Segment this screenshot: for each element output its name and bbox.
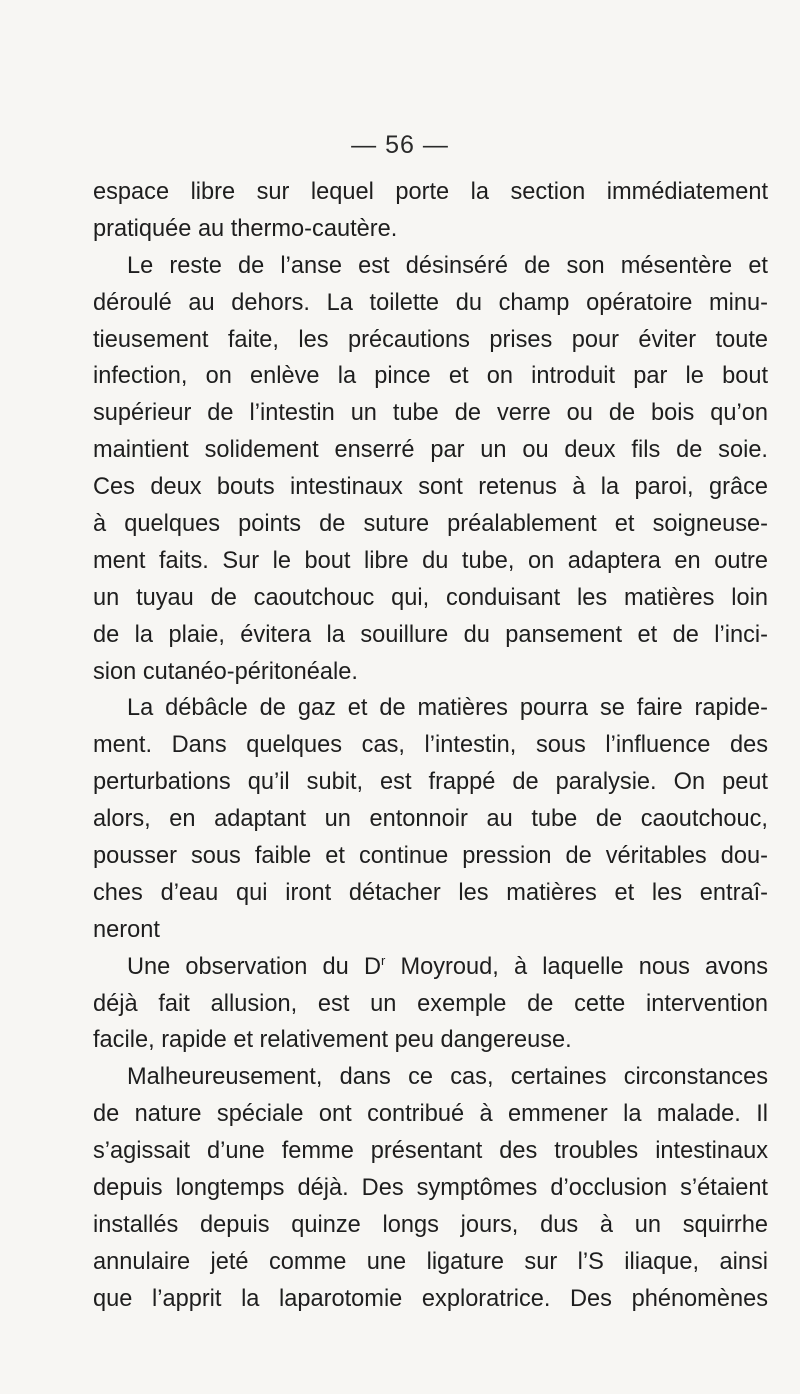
text-line: ment faits. Sur le bout libre du tube, on adaptera en outre [93, 547, 768, 574]
superscript: r [380, 952, 386, 968]
text-fragment: Moyroud, à laquelle nous avons [385, 953, 768, 980]
text-line: Malheureusement, dans ce cas, certaines circonstances [127, 1064, 768, 1091]
text-line: que l’apprit la laparotomie exploratrice. Des phénomènes [93, 1285, 768, 1312]
text-line: maintient solidement enserré par un ou deux fils de soie. [93, 437, 768, 464]
text-line: neront [93, 916, 160, 943]
text-line: ches d’eau qui iront détacher les matières et les entraî- [93, 879, 768, 906]
text-line: infection, on enlève la pince et on introduit par le bout [93, 363, 768, 390]
text-line: à quelques points de suture préalablement et soigneuse- [93, 511, 768, 538]
text-line: de la plaie, évitera la souillure du pansement et de l’inci- [93, 621, 768, 648]
text-line: depuis longtemps déjà. Des symptômes d’occlusion s’étaient [93, 1175, 768, 1202]
text-line: La débâcle de gaz et de matières pourra se faire rapide- [127, 695, 768, 722]
text-line: sion cutanéo-péritonéale. [93, 658, 358, 685]
text-line: Le reste de l’anse est désinséré de son mésentère et [127, 252, 768, 279]
text-line: perturbations qu’il subit, est frappé de paralysie. On peut [93, 769, 768, 796]
text-line: déroulé au dehors. La toilette du champ opératoire minu- [93, 289, 768, 316]
body-text [93, 174, 768, 1318]
text-line: facile, rapide et relativement peu dangereuse. [93, 1027, 572, 1054]
text-line: Ces deux bouts intestinaux sont retenus à la paroi, grâce [93, 474, 768, 501]
text-line: ment. Dans quelques cas, l’intestin, sous l’influence des [93, 732, 768, 759]
text-line: un tuyau de caoutchouc qui, conduisant les matières loin [93, 584, 768, 611]
text-line: de nature spéciale ont contribué à emmener la malade. Il [93, 1101, 768, 1128]
text-line-with-superscript [93, 949, 768, 986]
text-line: s’agissait d’une femme présentant des troubles intestinaux [93, 1138, 768, 1165]
text-line: alors, en adaptant un entonnoir au tube de caoutchouc, [93, 806, 768, 833]
text-line: annulaire jeté comme une ligature sur l’S iliaque, ainsi [93, 1248, 768, 1275]
text-line: supérieur de l’intestin un tube de verre ou de bois qu’on [93, 400, 768, 427]
text-line: déjà fait allusion, est un exemple de cette intervention [93, 990, 768, 1017]
text-line: pratiquée au thermo-cautère. [93, 215, 398, 242]
text-line: pousser sous faible et continue pression de véritables dou- [93, 843, 768, 870]
text-line: installés depuis quinze longs jours, dus à un squirrhe [93, 1211, 768, 1238]
text-fragment: Une observation du D [127, 953, 381, 980]
text-line: espace libre sur lequel porte la section immédiatement [93, 179, 768, 205]
page-number: — 56 — [351, 131, 449, 159]
text-line: tieusement faite, les précautions prises pour éviter toute [93, 326, 768, 353]
